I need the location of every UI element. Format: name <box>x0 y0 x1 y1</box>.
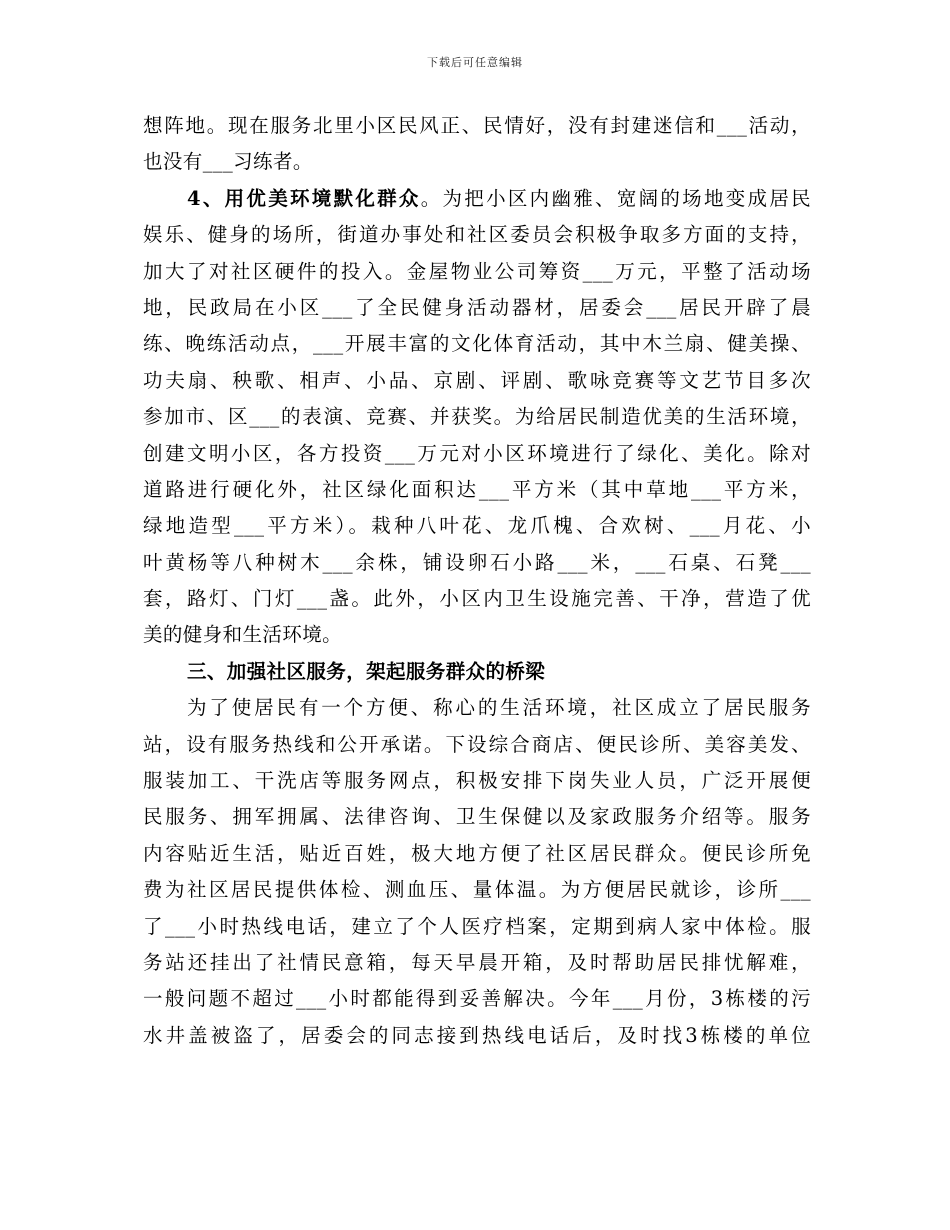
line-text: 想阵地。现在服务北里小区民风正、民情好，没有封建迷信和___活动， <box>143 114 811 137</box>
line-text: 美的健身和生活环境。 <box>143 623 343 647</box>
text-line <box>143 799 811 835</box>
line-text: 一般问题不超过___小时都能得到妥善解决。今年___月份，3栋楼的污 <box>143 987 811 1011</box>
text-line <box>143 763 811 799</box>
line-text: 站，设有服务热线和公开承诺。下设综合商店、便民诊所、美容美发、 <box>143 732 811 756</box>
text-line <box>143 181 811 217</box>
text-line <box>143 217 811 253</box>
bold-heading: 三、加强社区服务，架起服务群众的桥梁 <box>187 659 546 683</box>
line-text: 服装加工、干洗店等服务网点，积极安排下岗失业人员，广泛开展便 <box>143 769 811 793</box>
text-line <box>143 836 811 872</box>
line-text: 练、晚练活动点，___开展丰富的文化体育活动，其中木兰扇、健美操、 <box>143 332 811 356</box>
line-text: 功夫扇、秧歌、相声、小品、京剧、评剧、歌咏竞赛等文艺节目多次 <box>143 368 811 392</box>
page-header: 下载后可任意编辑 <box>427 56 523 69</box>
line-text: 叶黄杨等八种树木___余株，铺设卵石小路___米，___石桌、石凳___ <box>143 550 811 574</box>
line-text: 。为把小区内幽雅、宽阔的场地变成居民 <box>420 186 812 210</box>
line-text: 套，路灯、门灯___盏。此外，小区内卫生设施完善、干净，营造了优 <box>143 587 811 611</box>
line-text: 为了使居民有一个方便、称心的生活环境，社区成立了居民服务 <box>187 696 811 720</box>
text-line <box>143 654 811 690</box>
text-line <box>143 290 811 326</box>
text-line <box>143 872 811 908</box>
text-line <box>143 508 811 544</box>
text-line <box>143 144 811 180</box>
text-line <box>143 472 811 508</box>
text-line <box>143 581 811 617</box>
line-text: 道路进行硬化外，社区绿化面积达___平方米（其中草地___平方米， <box>143 477 811 501</box>
line-text: 也没有___习练者。 <box>143 150 313 174</box>
line-text: 绿地造型___平方米）。栽种八叶花、龙爪槐、合欢树、___月花、小 <box>143 514 811 538</box>
text-line <box>143 363 811 399</box>
text-line <box>143 545 811 581</box>
line-text: 创建文明小区，各方投资___万元对小区环境进行了绿化、美化。除对 <box>143 441 811 465</box>
line-text: 内容贴近生活，贴近百姓，极大地方便了社区居民群众。便民诊所免 <box>143 841 811 865</box>
text-line <box>143 727 811 763</box>
text-line <box>143 1018 811 1054</box>
line-text: 民服务、拥军拥属、法律咨询、卫生保健以及家政服务介绍等。服务 <box>143 805 811 829</box>
text-line <box>143 254 811 290</box>
text-line <box>143 326 811 362</box>
line-text: 地，民政局在小区___了全民健身活动器材，居委会___居民开辟了晨 <box>143 295 811 319</box>
line-text: 水井盖被盗了，居委会的同志接到热线电话后，及时找3栋楼的单位 <box>143 1023 811 1047</box>
text-line <box>143 108 811 144</box>
line-text: 参加市、区___的表演、竞赛、并获奖。为给居民制造优美的生活环境， <box>143 405 811 429</box>
text-line <box>143 617 811 653</box>
text-line <box>143 981 811 1017</box>
line-text: 加大了对社区硬件的投入。金屋物业公司筹资___万元，平整了活动场 <box>143 259 811 283</box>
text-line <box>143 690 811 726</box>
document-body <box>143 108 811 1054</box>
text-line <box>143 945 811 981</box>
line-text: 务站还挂出了社情民意箱，每天早晨开箱，及时帮助居民排忧解难， <box>143 950 811 974</box>
line-text: 了___小时热线电话，建立了个人医疗档案，定期到病人家中体检。服 <box>143 914 811 938</box>
bold-heading: 4、用优美环境默化群众 <box>187 186 421 210</box>
text-line <box>143 436 811 472</box>
line-text: 娱乐、健身的场所，街道办事处和社区委员会积极争取多方面的支持， <box>143 223 811 247</box>
line-text: 费为社区居民提供体检、测血压、量体温。为方便居民就诊，诊所___ <box>143 878 811 902</box>
text-line <box>143 909 811 945</box>
text-line <box>143 399 811 435</box>
